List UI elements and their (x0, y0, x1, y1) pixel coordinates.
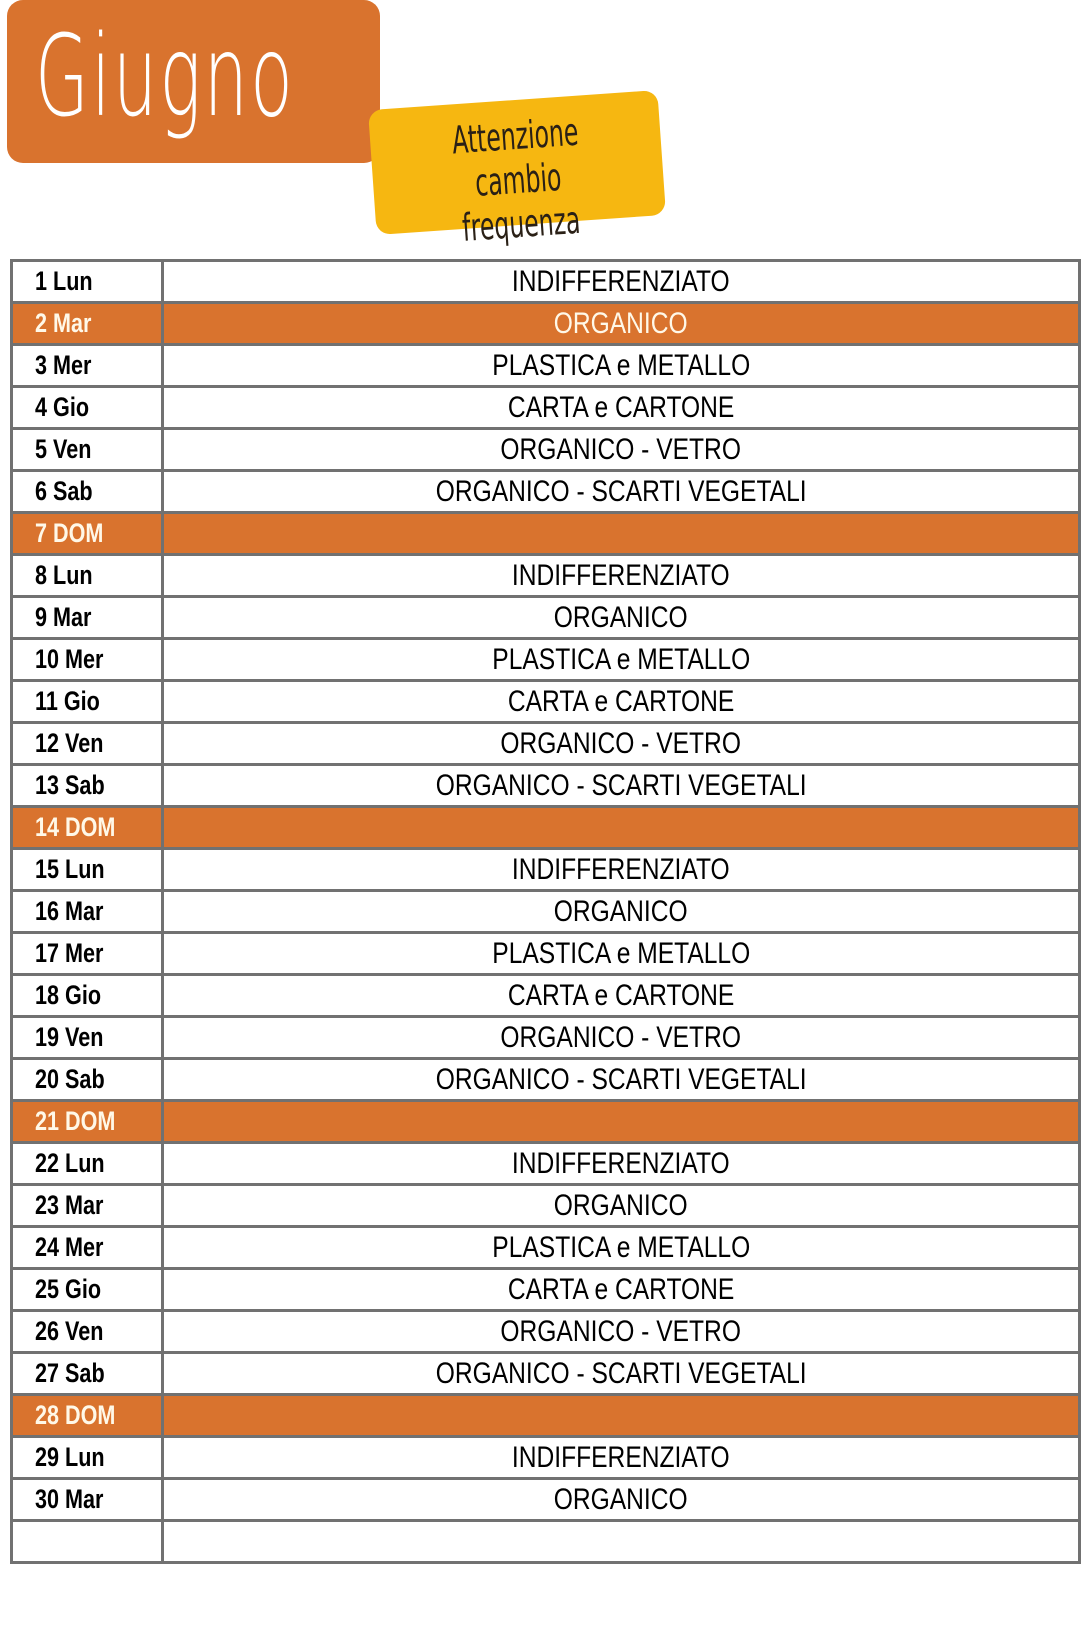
collection-cell (163, 1521, 1080, 1563)
table-row (12, 723, 1080, 765)
collection-label: ORGANICO (554, 306, 688, 340)
table-row (12, 1017, 1080, 1059)
table-row (12, 849, 1080, 891)
day-cell (12, 639, 163, 681)
day-label: 13 Sab (35, 770, 105, 800)
day-label: 5 Ven (35, 434, 92, 464)
day-label: 23 Mar (35, 1190, 104, 1220)
collection-cell (163, 513, 1080, 555)
collection-label: INDIFFERENZIATO (512, 1440, 730, 1474)
day-label: 22 Lun (35, 1148, 105, 1178)
collection-label: PLASTICA e METALLO (492, 348, 750, 382)
day-cell (12, 429, 163, 471)
day-cell (12, 765, 163, 807)
table-row (12, 681, 1080, 723)
table-row (12, 597, 1080, 639)
collection-cell (163, 303, 1080, 345)
table-row (12, 261, 1080, 303)
collection-cell (163, 1227, 1080, 1269)
table-row (12, 1353, 1080, 1395)
table-row (12, 1059, 1080, 1101)
collection-cell (163, 1311, 1080, 1353)
collection-label: CARTA e CARTONE (507, 978, 735, 1012)
day-cell (12, 933, 163, 975)
table-row (12, 387, 1080, 429)
day-cell (12, 1521, 163, 1563)
collection-cell (163, 597, 1080, 639)
collection-label: ORGANICO (554, 600, 688, 634)
day-label: 7 DOM (35, 518, 104, 548)
day-cell (12, 1269, 163, 1311)
day-label: 2 Mar (35, 308, 92, 338)
day-cell (12, 261, 163, 303)
day-label: 6 Sab (35, 476, 93, 506)
collection-cell (163, 261, 1080, 303)
day-cell (12, 1437, 163, 1479)
day-cell (12, 597, 163, 639)
collection-label: ORGANICO (554, 1482, 688, 1516)
collection-cell (163, 681, 1080, 723)
day-cell (12, 303, 163, 345)
collection-label: ORGANICO - SCARTI VEGETALI (435, 474, 807, 508)
day-cell (12, 1311, 163, 1353)
collection-label: ORGANICO - SCARTI VEGETALI (435, 1356, 807, 1390)
day-label: 8 Lun (35, 560, 93, 590)
collection-cell (163, 429, 1080, 471)
day-label: 19 Ven (35, 1022, 104, 1052)
table-row (12, 345, 1080, 387)
day-label: 11 Gio (35, 686, 100, 716)
collection-label: ORGANICO (554, 1188, 688, 1222)
day-label: 4 Gio (35, 392, 90, 422)
collection-cell (163, 723, 1080, 765)
table-row (12, 555, 1080, 597)
collection-label: PLASTICA e METALLO (492, 1230, 750, 1264)
day-label: 25 Gio (35, 1274, 102, 1304)
day-label: 18 Gio (35, 980, 102, 1010)
day-cell (12, 1101, 163, 1143)
day-label: 29 Lun (35, 1442, 105, 1472)
collection-cell (163, 1101, 1080, 1143)
day-label: 3 Mer (35, 350, 92, 380)
table-row (12, 1143, 1080, 1185)
day-label: 16 Mar (35, 896, 104, 926)
day-label: 14 DOM (35, 812, 116, 842)
collection-cell (163, 891, 1080, 933)
collection-cell (163, 975, 1080, 1017)
collection-label: ORGANICO - SCARTI VEGETALI (435, 1062, 807, 1096)
table-row (12, 765, 1080, 807)
collection-cell (163, 1353, 1080, 1395)
table-row (12, 471, 1080, 513)
month-title: Giugno (35, 12, 296, 142)
day-label: 30 Mar (35, 1484, 104, 1514)
collection-label: PLASTICA e METALLO (492, 642, 750, 676)
table-row (12, 1185, 1080, 1227)
day-label: 15 Lun (35, 854, 105, 884)
day-label: 26 Ven (35, 1316, 104, 1346)
day-cell (12, 471, 163, 513)
day-cell (12, 849, 163, 891)
day-cell (12, 1479, 163, 1521)
collection-cell (163, 1059, 1080, 1101)
day-label: 12 Ven (35, 728, 104, 758)
collection-cell (163, 555, 1080, 597)
collection-label: ORGANICO - VETRO (500, 432, 742, 466)
day-cell (12, 1185, 163, 1227)
day-cell (12, 891, 163, 933)
day-cell (12, 1353, 163, 1395)
table-row (12, 1521, 1080, 1563)
collection-cell (163, 639, 1080, 681)
day-cell (12, 1395, 163, 1437)
day-label: 28 DOM (35, 1400, 116, 1430)
collection-label: ORGANICO - VETRO (500, 1314, 742, 1348)
day-cell (12, 1227, 163, 1269)
collection-label: PLASTICA e METALLO (492, 936, 750, 970)
collection-cell (163, 1017, 1080, 1059)
collection-cell (163, 1143, 1080, 1185)
collection-label: ORGANICO - VETRO (500, 1020, 742, 1054)
collection-label: INDIFFERENZIATO (512, 558, 730, 592)
day-label: 10 Mer (35, 644, 104, 674)
table-row (12, 1269, 1080, 1311)
day-label: 20 Sab (35, 1064, 105, 1094)
collection-label: ORGANICO - VETRO (500, 726, 742, 760)
collection-cell (163, 1185, 1080, 1227)
table-row (12, 639, 1080, 681)
day-label: 24 Mer (35, 1232, 104, 1262)
table-row (12, 975, 1080, 1017)
collection-cell (163, 1269, 1080, 1311)
collection-label: INDIFFERENZIATO (512, 264, 730, 298)
collection-label: INDIFFERENZIATO (512, 1146, 730, 1180)
day-cell (12, 345, 163, 387)
collection-cell (163, 1395, 1080, 1437)
day-cell (12, 807, 163, 849)
collection-cell (163, 387, 1080, 429)
collection-cell (163, 345, 1080, 387)
month-title-box (7, 0, 380, 163)
table-row (12, 1479, 1080, 1521)
collection-label: ORGANICO (554, 894, 688, 928)
day-cell (12, 1017, 163, 1059)
day-cell (12, 513, 163, 555)
collection-cell (163, 765, 1080, 807)
collection-cell (163, 807, 1080, 849)
day-cell (12, 555, 163, 597)
day-cell (12, 1059, 163, 1101)
day-label: 9 Mar (35, 602, 92, 632)
day-label: 21 DOM (35, 1106, 116, 1136)
notice-line-1: Attenzione (450, 109, 580, 163)
collection-cell (163, 471, 1080, 513)
collection-label: CARTA e CARTONE (507, 390, 735, 424)
day-label: 1 Lun (35, 266, 93, 296)
table-row (12, 1227, 1080, 1269)
table-row-highlighted (12, 1101, 1080, 1143)
day-label: 17 Mer (35, 938, 104, 968)
collection-cell (163, 1437, 1080, 1479)
collection-label: ORGANICO - SCARTI VEGETALI (435, 768, 807, 802)
table-row (12, 933, 1080, 975)
day-cell (12, 975, 163, 1017)
collection-cell (163, 933, 1080, 975)
day-label: 27 Sab (35, 1358, 105, 1388)
collection-label: INDIFFERENZIATO (512, 852, 730, 886)
table-row-highlighted (12, 303, 1080, 345)
table-row (12, 891, 1080, 933)
day-cell (12, 1143, 163, 1185)
table-row-highlighted (12, 807, 1080, 849)
table-row (12, 429, 1080, 471)
day-cell (12, 723, 163, 765)
table-row-highlighted (12, 1395, 1080, 1437)
collection-cell (163, 849, 1080, 891)
collection-calendar-table (10, 259, 1081, 1564)
table-row (12, 1437, 1080, 1479)
table-row-highlighted (12, 513, 1080, 555)
day-cell (12, 387, 163, 429)
notice-line-2: cambio frequenza (460, 155, 582, 250)
collection-cell (163, 1479, 1080, 1521)
collection-label: CARTA e CARTONE (507, 1272, 735, 1306)
day-cell (12, 681, 163, 723)
frequency-change-notice (368, 90, 666, 250)
collection-label: CARTA e CARTONE (507, 684, 735, 718)
table-row (12, 1311, 1080, 1353)
